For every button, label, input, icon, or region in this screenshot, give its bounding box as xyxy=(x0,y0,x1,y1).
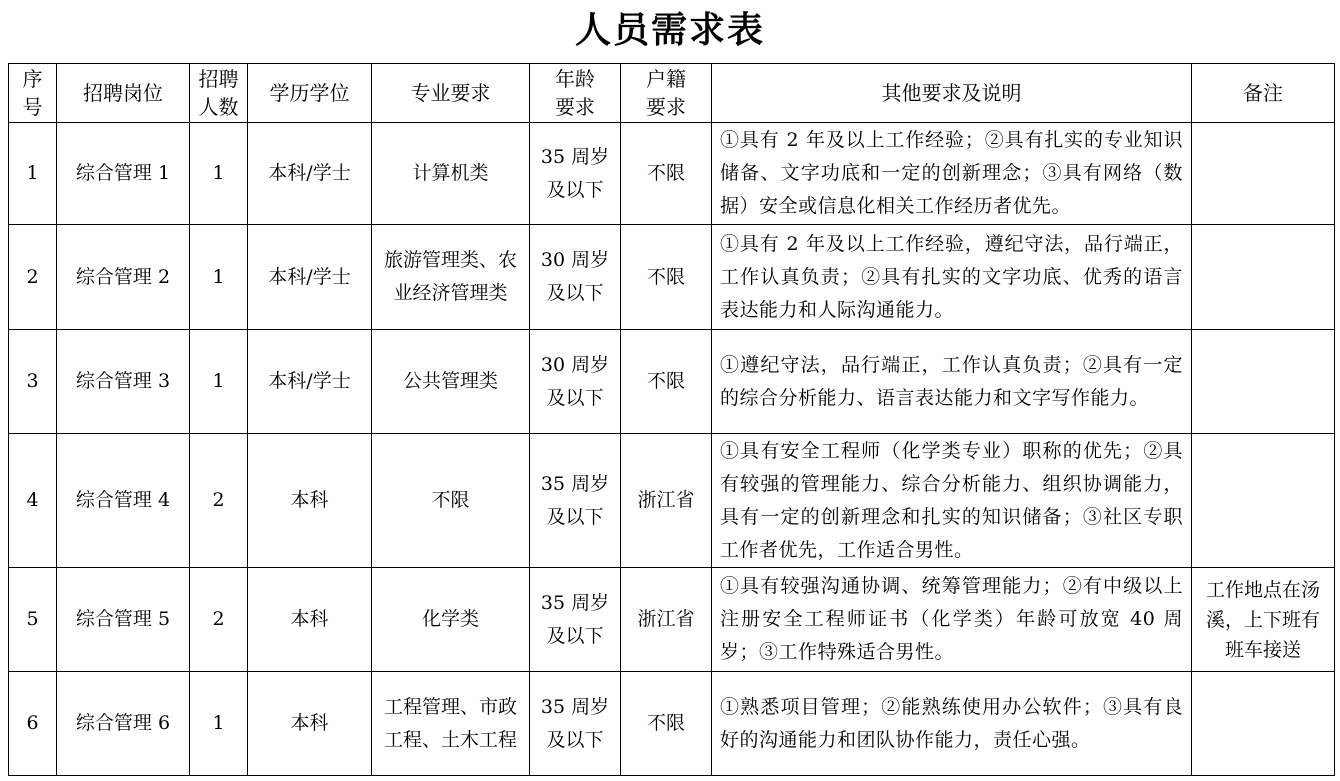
cell-count: 1 xyxy=(190,330,248,434)
cell-seq: 4 xyxy=(9,434,57,568)
header-education: 学历学位 xyxy=(248,64,372,123)
cell-education: 本科 xyxy=(248,434,372,568)
cell-hukou: 不限 xyxy=(621,672,712,776)
cell-other: ①具有较强沟通协调、统筹管理能力；②有中级以上注册安全工程师证书（化学类）年龄可放宽 40 周岁；③工作特殊适合男性。 xyxy=(712,568,1192,672)
cell-position: 综合管理 1 xyxy=(57,123,190,225)
header-count: 招聘人数 xyxy=(190,64,248,123)
cell-age: 35 周岁及以下 xyxy=(530,434,621,568)
cell-hukou: 不限 xyxy=(621,225,712,330)
cell-major: 工程管理、市政工程、土木工程 xyxy=(372,672,530,776)
cell-age: 30 周岁及以下 xyxy=(530,225,621,330)
header-hukou: 户籍要求 xyxy=(621,64,712,123)
cell-seq: 2 xyxy=(9,225,57,330)
cell-education: 本科 xyxy=(248,672,372,776)
cell-education: 本科/学士 xyxy=(248,123,372,225)
cell-hukou: 不限 xyxy=(621,123,712,225)
cell-remark xyxy=(1192,434,1335,568)
cell-age: 30 周岁及以下 xyxy=(530,330,621,434)
cell-seq: 1 xyxy=(9,123,57,225)
header-remark: 备注 xyxy=(1192,64,1335,123)
cell-position: 综合管理 6 xyxy=(57,672,190,776)
cell-age: 35 周岁及以下 xyxy=(530,123,621,225)
cell-education: 本科/学士 xyxy=(248,330,372,434)
header-other: 其他要求及说明 xyxy=(712,64,1192,123)
cell-major: 化学类 xyxy=(372,568,530,672)
cell-other: ①具有 2 年及以上工作经验；②具有扎实的专业知识储备、文字功底和一定的创新理念；③具有网络（数据）安全或信息化相关工作经历者优先。 xyxy=(712,123,1192,225)
cell-major: 不限 xyxy=(372,434,530,568)
cell-count: 1 xyxy=(190,123,248,225)
cell-education: 本科/学士 xyxy=(248,225,372,330)
cell-remark xyxy=(1192,672,1335,776)
cell-age: 35 周岁及以下 xyxy=(530,672,621,776)
cell-major: 公共管理类 xyxy=(372,330,530,434)
cell-remark xyxy=(1192,330,1335,434)
cell-hukou: 不限 xyxy=(621,330,712,434)
cell-remark xyxy=(1192,123,1335,225)
cell-position: 综合管理 3 xyxy=(57,330,190,434)
cell-count: 2 xyxy=(190,434,248,568)
cell-count: 2 xyxy=(190,568,248,672)
cell-remark xyxy=(1192,225,1335,330)
header-row xyxy=(9,64,1335,123)
table-row xyxy=(9,672,1335,776)
cell-seq: 6 xyxy=(9,672,57,776)
cell-count: 1 xyxy=(190,672,248,776)
cell-position: 综合管理 2 xyxy=(57,225,190,330)
table-row xyxy=(9,330,1335,434)
cell-other: ①熟悉项目管理；②能熟练使用办公软件；③具有良好的沟通能力和团队协作能力，责任心强。 xyxy=(712,672,1192,776)
cell-age: 35 周岁及以下 xyxy=(530,568,621,672)
cell-seq: 5 xyxy=(9,568,57,672)
cell-count: 1 xyxy=(190,225,248,330)
header-position: 招聘岗位 xyxy=(57,64,190,123)
cell-education: 本科 xyxy=(248,568,372,672)
header-seq: 序号 xyxy=(9,64,57,123)
cell-position: 综合管理 4 xyxy=(57,434,190,568)
cell-major: 计算机类 xyxy=(372,123,530,225)
cell-position: 综合管理 5 xyxy=(57,568,190,672)
cell-major: 旅游管理类、农业经济管理类 xyxy=(372,225,530,330)
cell-other: ①具有 2 年及以上工作经验，遵纪守法，品行端正，工作认真负责；②具有扎实的文字功底、优秀的语言表达能力和人际沟通能力。 xyxy=(712,225,1192,330)
cell-seq: 3 xyxy=(9,330,57,434)
cell-hukou: 浙江省 xyxy=(621,568,712,672)
cell-other: ①遵纪守法，品行端正，工作认真负责；②具有一定的综合分析能力、语言表达能力和文字写作能力。 xyxy=(712,330,1192,434)
cell-other: ①具有安全工程师（化学类专业）职称的优先；②具有较强的管理能力、综合分析能力、组织协调能力，具有一定的创新理念和扎实的知识储备；③社区专职工作者优先，工作适合男性。 xyxy=(712,434,1192,568)
header-age: 年龄要求 xyxy=(530,64,621,123)
table-row xyxy=(9,123,1335,225)
table-row xyxy=(9,225,1335,330)
requirements-table xyxy=(8,63,1335,776)
page-title: 人员需求表 xyxy=(574,10,765,51)
table-row xyxy=(9,568,1335,672)
cell-remark: 工作地点在汤溪，上下班有班车接送 xyxy=(1192,568,1335,672)
cell-hukou: 浙江省 xyxy=(621,434,712,568)
header-major: 专业要求 xyxy=(372,64,530,123)
table-row xyxy=(9,434,1335,568)
